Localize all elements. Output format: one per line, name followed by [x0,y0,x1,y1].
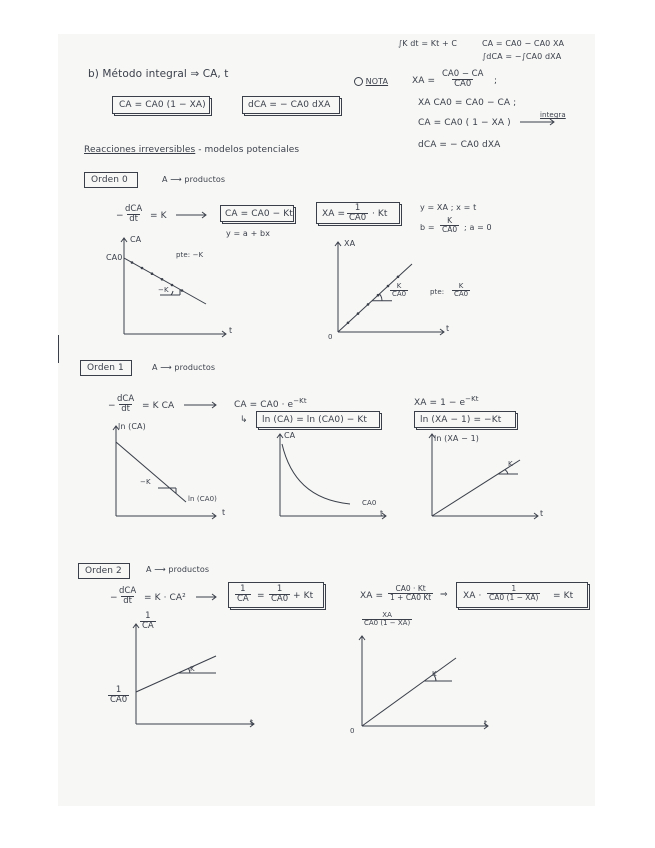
orden0-arrow-icon [176,211,210,219]
method-arrow: ⇒ [190,68,200,80]
orden0-g2-pte: pte: [430,288,445,296]
orden2-g2-xlabel: t [484,719,488,728]
nota-integra: integra [540,111,566,119]
orden0-side-a: ; a = 0 [464,223,492,232]
orden1-box-ln-xa [414,411,516,428]
ca-definition: CA = CA0 − CA0 XA [482,39,565,48]
orden0-g1-line [124,258,206,304]
orden2-g1-xlabel: t [250,718,254,727]
orden1-g2-ylabel: CA [284,431,296,440]
orden1-rate-minus: − [108,401,116,411]
orden1-box-ln-xa-text: ln (XA − 1) = −Kt [420,415,502,425]
orden1-reaction: A ⟶ productos [152,363,216,372]
nota-line-4: dCA = − CA0 dXA [418,140,501,150]
orden2-xa-fraction [388,585,433,602]
orden2-box1-rhs: + Kt [293,591,314,601]
nota-semicolon: ; [494,76,498,86]
orden2-box1-eq: = [257,591,265,601]
orden2-g1-ylabel [140,612,156,631]
orden1-g1-ylabel: ln (CA) [118,422,146,431]
section-title-text: Reacciones irreversibles [84,145,196,155]
orden2-graph-xa [352,632,492,732]
orden0-g2-pte-num: K [458,282,464,290]
orden1-g2-xlabel: t [380,509,384,518]
orden1-box-ln-ca-text: ln (CA) = ln (CA0) − Kt [262,415,368,425]
orden0-box2-fraction [347,204,368,223]
orden2-g1-tri-label: K [190,665,195,673]
orden2-g2-ylabel [362,612,412,628]
orden2-g1-y0-den: CA0 [110,694,128,705]
orden0-box2 [316,202,400,224]
orden2-g1-y0 [108,686,129,705]
orden1-g1-tri-label: −K [140,478,151,486]
orden1-box-ln-ca [256,411,380,428]
integral-note: ∫K dt = Kt + C [398,39,458,48]
orden2-box2-den: CA0 (1 − XA) [489,592,539,602]
orden0-g2-pte-den: CA0 [454,290,469,299]
orden2-box2 [456,582,588,608]
orden1-sol-xa-text: XA = 1 − e [414,398,466,408]
orden2-arrow-icon [196,593,220,601]
orden0-g1-ylabel: CA [130,235,142,244]
orden0-g2-origin: 0 [328,333,333,341]
orden1-arrow-icon [184,401,220,409]
orden1-g1-xlabel: t [222,508,226,517]
orden1-g3-angle [505,470,508,475]
orden2-label-box [78,563,130,579]
orden2-box2-fraction [487,585,540,602]
nota-xa-den: CA0 [454,78,472,89]
section-subtitle: - modelos potenciales [198,145,300,155]
orden2-g1-line [136,656,216,692]
orden1-hook-arrow: ↳ [240,415,248,425]
orden2-box1-frac-b [269,585,290,604]
nota-xa-lhs: XA = [412,76,436,86]
orden0-g1-xlabel: t [229,326,233,335]
orden2-box2-rhs: = Kt [553,591,574,601]
orden2-xa-num: CA0 · Kt [395,584,426,593]
orden2-graph-inv-ca [124,620,264,732]
orden2-rate-den: dt [123,595,132,606]
orden2-box1-b-num: 1 [276,584,283,594]
orden1-rate-den: dt [121,403,130,414]
orden0-label: Orden 0 [91,175,128,185]
orden2-box1-a-num: 1 [240,584,246,594]
orden1-label-box [80,360,132,376]
orden0-side-b-num: K [447,216,453,225]
orden0-side-b-den: CA0 [442,224,458,234]
orden2-box1-a-den: CA [237,593,249,604]
orden0-box2-rhs: · Kt [372,209,388,219]
nota-line-2: XA CA0 = CA0 − CA ; [418,98,517,108]
dca-definition: ∫dCA = −∫CA0 dXA [482,52,562,61]
orden1-g3-xlabel: t [540,509,544,518]
orden2-g1-y0-num: 1 [115,685,122,695]
orden0-rate-den: dt [129,213,138,224]
box-ca-text: CA = CA0 (1 − XA) [119,100,206,110]
orden0-graph-ca [108,234,238,346]
orden1-g1-end: ln (CA0) [188,495,217,503]
nota-xa-fraction [440,70,485,89]
orden0-g1-slope: pte: −K [176,251,204,259]
orden0-reaction: A ⟶ productos [162,175,226,184]
orden2-box1-b-den: CA0 [271,593,289,604]
orden1-g2-end: CA0 [362,499,377,507]
orden1-graph-lnxa [422,430,552,524]
orden1-rate-fraction [115,395,136,414]
method-title [88,69,229,80]
orden2-rate-num: dCA [119,586,137,596]
orden2-xa-den: 1 + CA0 Kt [390,592,432,602]
orden0-box1 [220,205,294,222]
nota-xa-num: CA0 − CA [442,69,484,79]
orden1-g2-curve [282,444,350,504]
orden1-sol-ca-exp: −Kt [293,397,307,405]
orden0-box2-lhs: XA = [322,209,346,219]
orden1-label: Orden 1 [87,363,124,373]
orden2-g1-ylabel-num: 1 [145,611,151,621]
orden0-side-line1: y = XA ; x = t [420,203,477,212]
section-title [84,146,299,155]
orden2-box1 [228,582,324,608]
orden2-implies: ⇒ [440,590,448,600]
orden0-box1-text: CA = CA0 − Kt [225,209,293,219]
method-vars: CA, t [202,68,229,80]
orden0-rate-num: dCA [125,204,143,214]
orden2-g2-line [362,658,456,726]
nota-circle-icon [354,77,363,86]
orden0-g2-tri-fraction [390,283,408,299]
orden2-g2-tri-label: K [432,670,437,678]
orden0-g1-tri-label: −K [158,286,169,294]
orden2-rate-rhs: = K · CA² [144,593,186,603]
orden0-box2-den: CA0 [349,212,367,223]
orden2-label: Orden 2 [85,566,122,576]
orden2-rate-fraction [117,587,138,606]
orden1-rate-rhs: = K CA [142,401,175,411]
orden2-g2-origin: 0 [350,727,355,735]
orden1-sol-ca [234,398,307,410]
nota-arrow-icon [520,118,560,126]
nota-text: NOTA [365,77,389,86]
orden0-rate-fraction [123,205,144,224]
orden2-box1-frac-a [235,585,251,604]
orden2-box2-lhs: XA · [463,591,482,601]
nota-label [354,77,388,86]
orden0-side-b: b = [420,223,435,232]
orden1-graph-lnca [104,422,234,524]
orden2-g2-ylabel-den: CA0 (1 − XA) [364,619,411,628]
orden0-g2-tri-den: CA0 [392,290,407,299]
orden2-reaction: A ⟶ productos [146,565,210,574]
orden0-label-box [84,172,138,188]
orden1-g3-tri-label: K [508,460,513,468]
nota-line-3: CA = CA0 ( 1 − XA ) [418,118,511,128]
orden0-g2-xlabel: t [446,324,450,333]
box-dca-equation [242,96,340,114]
orden0-box2-num: 1 [354,203,361,213]
orden0-g2-angle [380,294,383,301]
page-edge-mark [58,335,59,363]
orden2-box2-num: 1 [511,584,517,593]
orden1-g3-line [432,460,520,516]
orden0-side-b-fraction [440,217,459,234]
orden0-g2-pte-fraction [452,283,470,299]
orden0-linear-form: y = a + bx [226,229,271,238]
orden1-sol-ca-text: CA = CA0 · e [234,400,294,410]
orden0-rate-rhs: = K [150,211,167,221]
orden1-g3-ylabel: ln (XA − 1) [434,434,480,443]
box-ca-equation [112,96,210,114]
method-title-text: b) Método integral [88,68,187,80]
orden1-sol-xa-exp: −Kt [465,395,479,403]
orden2-xa-lhs: XA = [360,591,384,601]
box-dca-text: dCA = − CA0 dXA [248,100,331,110]
orden2-rate-minus: − [110,593,118,603]
orden0-g1-angle [171,291,173,295]
orden1-sol-xa [414,396,479,408]
orden0-g1-y0: CA0 [106,253,123,262]
orden0-rate-minus: − [116,211,124,221]
orden2-g1-ylabel-den: CA [142,620,154,631]
orden2-g2-ylabel-num: XA [382,611,392,619]
orden1-rate-num: dCA [117,394,135,404]
orden0-g2-tri-num: K [396,282,402,290]
orden0-g2-ylabel: XA [344,239,356,248]
